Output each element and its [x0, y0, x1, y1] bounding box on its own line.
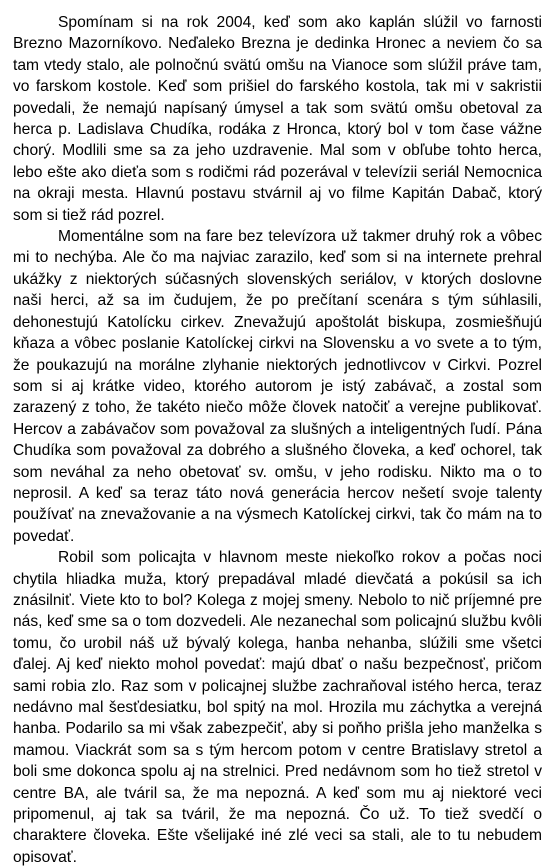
paragraph-3: Robil som policajta v hlavnom meste niekoľko rokov a počas noci chytila hliadka muža, ktorý prepadával mladé dievčatá a pokúsil sa ich znásilniť. Viete kto to bol? Kolega z mojej smeny. Nebolo to nič príjemné pre nás, keď sme sa o tom dozvedeli. Ale nezanechal som policajnú službu kvôli tomu, čo urobil náš už bývalý kolega, hanba nehanba, slúžili sme všetci ďalej. Aj keď niekto mohol povedať: majú dbať o našu bezpečnosť, pričom sami robia zlo. Raz som v policajnej službe zachraňoval istého herca, teraz nedávno mal šesťdesiatku, bol spitý na mol. Hrozila mu záchytka a verejná hanba. Podarilo sa mi však zabezpečiť, aby si poňho prišla jeho manželka s mamou. Viackrát som sa s tým hercom potom v centre Bratislavy stretol a boli sme dokonca spolu aj na strelnici. Pred nedávnom som ho tiež stretol v centre BA, ale tváril sa, že ma nepozná. A keď som mu aj niektoré veci pripomenul, aj tak sa tváril, že ma nepozná. Čo už. To tiež svedčí o charaktere človeka. Ešte všelijaké iné zlé veci sa stali, ale to tu nebudem opisovať.	[13, 549, 542, 866]
paragraph-1: Spomínam si na rok 2004, keď som ako kaplán slúžil vo farnosti Brezno Mazorníkovo. Neďaleko Brezna je dedinka Hronec a neviem čo sa tam vtedy stalo, ale polnočnú svätú omšu na Vianoce som slúžil práve tam, vo farskom kostole. Keď som prišiel do farského kostola, tak mi v sakristii povedali, že nemajú napísaný úmysel a tak som svätú omšu obetoval za herca p. Ladislava Chudíka, rodáka z Hronca, ktorý bol v tom čase vážne chorý. Modlili sme sa za jeho uzdravenie. Mal som v obľube tohto herca, lebo ešte ako dieťa som s rodičmi rád pozerával v televízii seriál Nemocnica na okraji mesta. Hlavnú postavu stvárnil aj vo filme Kapitán Dabač, ktorý som si tiež rád pozrel.	[13, 14, 542, 224]
paragraph-2: Momentálne som na fare bez televízora už takmer druhý rok a vôbec mi to nechýba. Ale čo ma najviac zarazilo, keď som si na internete prehral ukážky z niektorých súčasných slovenských seriálov, v ktorých doslovne naši herci, až sa im čudujem, že po prečítaní scenára s tým súhlasili, dehonestujú Katolícku cirkev. Znevažujú apoštolát biskupa, zosmiešňujú kňaza a vôbec poslanie Katolíckej cirkvi na Slovensku a vo svete a to tým, že poukazujú na morálne zlyhanie niektorých jednotlivcov v Cirkvi. Pozrel som si aj krátke video, ktorého autorom je istý zabávač, a zostal som zarazený z toho, že takéto niečo môže človek natočiť a verejne publikovať. Hercov a zabávačov som považoval za slušných a inteligentných ľudí. Pána Chudíka som považoval za dobrého a slušného človeka, a keď ochorel, tak som neváhal za neho obetovať sv. omšu, v jeho rodisku. Nikto ma o to neprosil. A keď sa teraz táto nová generácia hercov nešetí svoje talenty používať na znevažovanie a na výsmech Katolíckej cirkvi, tak čo mám na to povedať.	[13, 228, 542, 545]
